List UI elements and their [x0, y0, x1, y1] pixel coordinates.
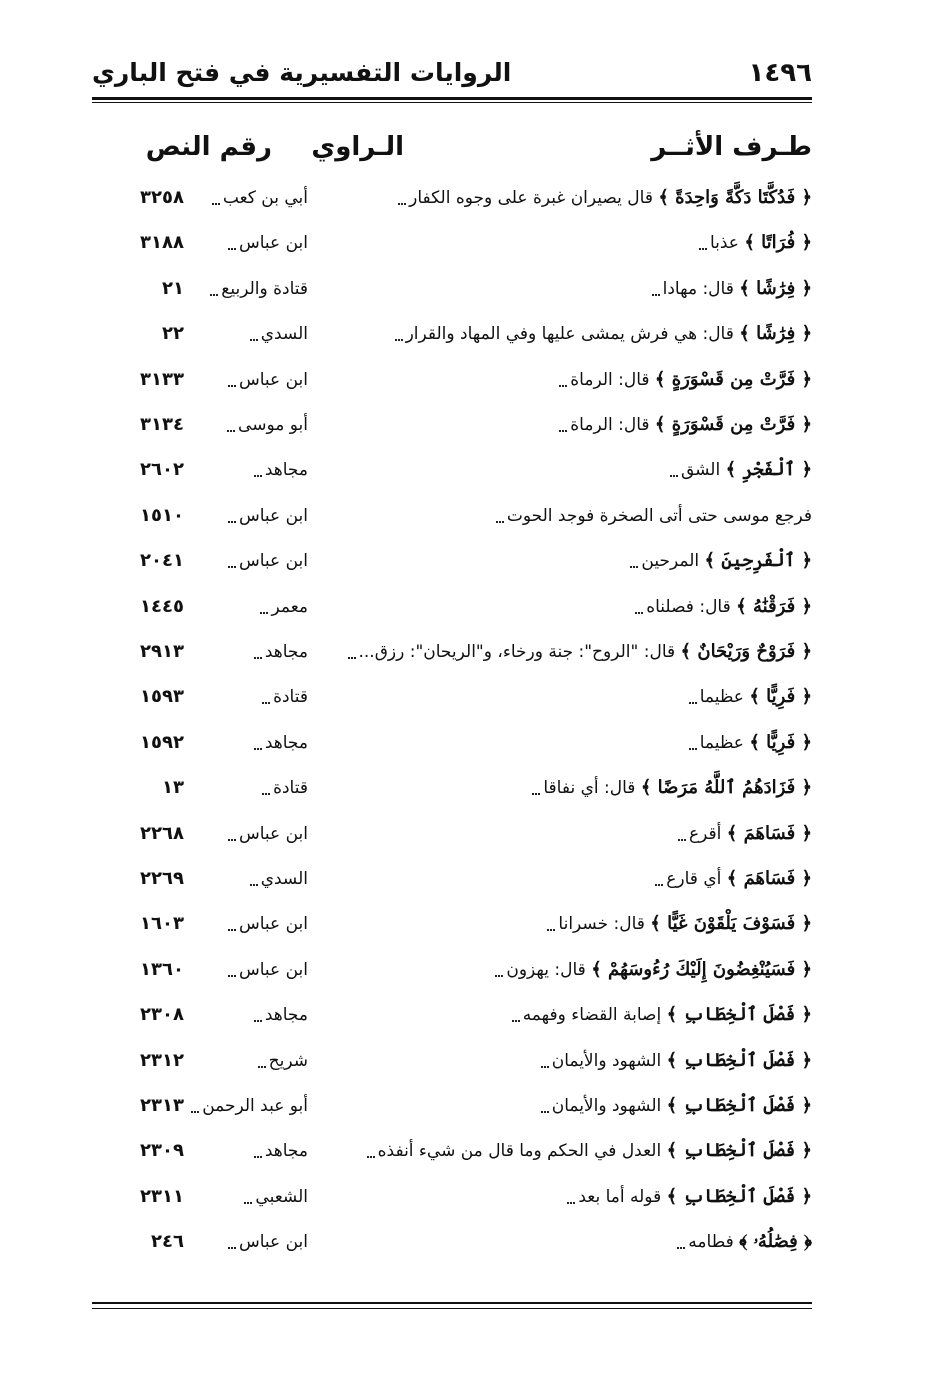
ayah-text: ﴿ فَرِيًّا ﴾: [749, 731, 812, 753]
rawi-cell: [188, 952, 308, 988]
ayah-text: ﴿ فَسَيُنْغِضُونَ إِلَيْكَ رُءُوسَهُمْ ﴾: [591, 958, 812, 980]
rawi-name: مجاهد: [264, 1005, 308, 1026]
rawi-cell: [188, 589, 308, 625]
text-number-cell: [92, 1179, 184, 1215]
leader-dots: [395, 339, 403, 341]
rawi-name: قتادة: [273, 687, 308, 708]
text-number-cell: [92, 316, 184, 352]
leader-dots: [228, 1247, 236, 1249]
text-number: ٢٤٦: [151, 1231, 184, 1253]
text-number-cell: [92, 452, 184, 488]
text-number-cell: [92, 498, 184, 534]
rawi-name: مجاهد: [264, 642, 308, 662]
text-number: ٢٢٦٨: [140, 822, 184, 844]
table-row: [92, 452, 812, 488]
text-number-cell: [92, 1088, 184, 1124]
text-number: ٣١٨٨: [140, 232, 184, 254]
athar-text: قال: "الروح": جنة ورخاء، و"الريحان": رزق...: [358, 642, 676, 662]
athar-text: المرحين: [641, 551, 700, 572]
athar-cell: [312, 1043, 812, 1079]
rawi-name: مجاهد: [264, 1141, 308, 1162]
text-number-cell: [92, 952, 184, 988]
athar-cell: [312, 906, 812, 942]
rawi-cell: [188, 498, 308, 534]
table-row: [92, 1088, 812, 1124]
leader-dots: [630, 566, 638, 568]
ayah-text: ﴿ فَصْلَ ٱلْخِطَابِ ﴾: [666, 1185, 812, 1207]
table-row: [92, 1133, 812, 1169]
leader-dots: [258, 1066, 266, 1068]
leader-dots: [655, 884, 663, 886]
text-number-cell: [92, 362, 184, 398]
athar-text: قال: فصلناه: [646, 596, 731, 617]
rawi-cell: [188, 906, 308, 942]
column-header-athar: طـرف الأثــر: [651, 132, 812, 162]
athar-text: عذبا: [709, 233, 739, 254]
table-row: [92, 316, 812, 352]
leader-dots: [228, 929, 236, 931]
leader-dots: [496, 521, 504, 523]
leader-dots: [652, 294, 660, 296]
athar-cell: [312, 816, 812, 852]
rawi-name: شريح: [268, 1050, 308, 1071]
leader-dots: [678, 839, 686, 841]
rawi-cell: [188, 362, 308, 398]
leader-dots: [541, 1066, 549, 1068]
ayah-text: ﴿ فِرَٰشًا ﴾: [739, 277, 812, 299]
leader-dots: [547, 929, 555, 931]
rawi-cell: [188, 271, 308, 307]
page-number: ١٤٩٦: [748, 58, 812, 88]
rawi-name: أبو موسى: [238, 415, 308, 435]
leader-dots: [495, 975, 503, 977]
table-row: [92, 589, 812, 625]
text-number: ٢٦٠٢: [140, 459, 184, 481]
table-row: [92, 271, 812, 307]
text-number-cell: [92, 271, 184, 307]
table-row: [92, 952, 812, 988]
leader-dots: [541, 1111, 549, 1113]
leader-dots: [689, 748, 697, 750]
ayah-text: ﴿ فَسَاهَمَ ﴾: [726, 868, 812, 889]
leader-dots: [559, 385, 567, 387]
leader-dots: [228, 248, 236, 250]
table-row: [92, 180, 812, 216]
athar-cell: [312, 452, 812, 488]
ayah-text: ﴿ فَزَادَهُمُ ٱللَّهُ مَرَضًا ﴾: [640, 777, 812, 799]
athar-cell: [312, 271, 812, 307]
table-row: [92, 770, 812, 806]
rawi-cell: [188, 180, 308, 216]
rawi-cell: [188, 1088, 308, 1124]
athar-text: قال: خسرانا: [558, 914, 645, 935]
text-number-cell: [92, 906, 184, 942]
ayah-text: ﴿ فَدُكَّتَا دَكَّةً وَاحِدَةً ﴾: [658, 187, 812, 208]
text-number: ١٥١٠: [140, 504, 184, 526]
rawi-name: مجاهد: [264, 460, 308, 481]
rawi-cell: [188, 407, 308, 443]
column-header-rawi: الـراوي: [311, 132, 404, 162]
leader-dots: [254, 1156, 262, 1158]
leader-dots: [250, 884, 258, 886]
athar-text: قال: أي نفاقا: [543, 778, 636, 799]
rawi-cell: [188, 861, 308, 897]
ayah-text: ﴿ فَصْلَ ٱلْخِطَابِ ﴾: [666, 1095, 812, 1116]
rawi-name: قتادة: [273, 778, 308, 799]
ayah-text: ﴿ فَصْلَ ٱلْخِطَابِ ﴾: [666, 1140, 812, 1162]
athar-cell: [312, 861, 812, 897]
ayah-text: ﴿ فَرَّتْ مِن قَسْوَرَةٍ ﴾: [654, 414, 812, 435]
rawi-cell: [188, 725, 308, 761]
text-number: ١٥٩٣: [140, 686, 184, 708]
text-number: ٢٣١١: [140, 1185, 184, 1207]
leader-dots: [250, 339, 258, 341]
text-number: ١٣: [162, 777, 184, 799]
ayah-text: ﴿ فَرِيًّا ﴾: [749, 686, 812, 708]
athar-text: فرجع موسى حتى أتى الصخرة فوجد الحوت: [506, 505, 812, 526]
header-rule-thin: [92, 102, 812, 103]
leader-dots: [398, 203, 406, 205]
rawi-name: معمر: [271, 596, 308, 617]
ayah-text: ﴿ فَرَوْحٌ وَرَيْحَانٌ ﴾: [680, 641, 812, 662]
leader-dots: [244, 1202, 252, 1204]
rawi-name: السدي: [260, 869, 308, 889]
rawi-cell: [188, 316, 308, 352]
text-number: ٢٣١٢: [140, 1049, 184, 1071]
athar-cell: [312, 997, 812, 1033]
text-number-cell: [92, 861, 184, 897]
athar-text: قال: الرماة: [570, 415, 650, 435]
athar-cell: [312, 407, 812, 443]
leader-dots: [228, 839, 236, 841]
athar-text: قال: الرماة: [570, 369, 650, 390]
ayah-text: ﴿ ٱلْفَجْرِ ﴾: [725, 459, 812, 481]
ayah-text: ﴿ فُرَاتًا ﴾: [744, 232, 812, 254]
rawi-name: ابن عباس: [238, 369, 308, 390]
footer-rule-thin: [92, 1308, 812, 1309]
athar-text: فطامه: [688, 1232, 734, 1253]
table-row: [92, 816, 812, 852]
athar-cell: [312, 498, 812, 534]
leader-dots: [559, 430, 567, 432]
athar-cell: [312, 362, 812, 398]
athar-text: قال: مهادا: [662, 278, 734, 299]
text-number-cell: [92, 997, 184, 1033]
text-number-cell: [92, 407, 184, 443]
ayah-text: ﴿ فِصَٰلُهُۥ ﴾: [739, 1231, 812, 1253]
athar-cell: [312, 1224, 812, 1260]
rawi-name: الشعبي: [255, 1186, 308, 1207]
leader-dots: [254, 475, 262, 477]
leader-dots: [567, 1202, 575, 1204]
table-row: [92, 725, 812, 761]
rawi-cell: [188, 997, 308, 1033]
leader-dots: [254, 748, 262, 750]
ayah-text: ﴿ فِرَٰشًا ﴾: [739, 323, 812, 345]
text-number: ٣٢٥٨: [140, 187, 184, 208]
rawi-cell: [188, 1224, 308, 1260]
text-number: ٢٣١٣: [140, 1095, 184, 1116]
leader-dots: [212, 203, 220, 205]
leader-dots: [677, 1247, 685, 1249]
column-headers: [92, 132, 812, 172]
athar-text: الشق: [680, 460, 721, 481]
rawi-name: أبو عبد الرحمن: [202, 1096, 308, 1116]
athar-text: أقرع: [688, 823, 722, 844]
athar-text: قوله أما بعد: [578, 1186, 662, 1207]
rawi-name: السدي: [260, 324, 308, 345]
athar-cell: [312, 770, 812, 806]
table-row: [92, 1224, 812, 1260]
athar-cell: [312, 1133, 812, 1169]
athar-text: الشهود والأيمان: [551, 1096, 662, 1116]
rawi-cell: [188, 816, 308, 852]
leader-dots: [635, 612, 643, 614]
text-number: ٣١٣٤: [140, 414, 184, 435]
athar-text: قال يصيران غبرة على وجوه الكفار: [409, 188, 653, 208]
leader-dots: [670, 475, 678, 477]
table-row: [92, 543, 812, 579]
athar-cell: [312, 180, 812, 216]
rawi-name: ابن عباس: [238, 914, 308, 935]
leader-dots: [262, 702, 270, 704]
rawi-name: ابن عباس: [238, 505, 308, 526]
table-row: [92, 906, 812, 942]
text-number-cell: [92, 679, 184, 715]
table-row: [92, 362, 812, 398]
rawi-cell: [188, 634, 308, 670]
ayah-text: ﴿ ٱلْفَرِحِينَ ﴾: [704, 550, 812, 572]
athar-cell: [312, 952, 812, 988]
ayah-text: ﴿ فَرَقْنَٰهُ ﴾: [736, 595, 812, 617]
leader-dots: [228, 521, 236, 523]
leader-dots: [512, 1020, 520, 1022]
athar-cell: [312, 225, 812, 261]
athar-text: الشهود والأيمان: [551, 1050, 662, 1071]
rawi-name: ابن عباس: [238, 823, 308, 844]
text-number: ٢٣٠٨: [140, 1004, 184, 1026]
leader-dots: [191, 1111, 199, 1113]
table-row: [92, 997, 812, 1033]
running-header: [92, 56, 812, 96]
rawi-cell: [188, 225, 308, 261]
table-row: [92, 1179, 812, 1215]
leader-dots: [254, 1020, 262, 1022]
footer-rule: [92, 1302, 812, 1304]
rawi-cell: [188, 1043, 308, 1079]
leader-dots: [367, 1156, 375, 1158]
text-number: ١٥٩٢: [140, 731, 184, 753]
leader-dots: [262, 793, 270, 795]
rawi-cell: [188, 770, 308, 806]
rawi-cell: [188, 543, 308, 579]
athar-cell: [312, 725, 812, 761]
text-number: ١٣٦٠: [140, 958, 184, 980]
text-number-cell: [92, 725, 184, 761]
rawi-cell: [188, 452, 308, 488]
ayah-text: ﴿ فَصْلَ ٱلْخِطَابِ ﴾: [666, 1004, 812, 1026]
leader-dots: [228, 975, 236, 977]
leader-dots: [348, 657, 356, 659]
table-row: [92, 679, 812, 715]
rawi-name: ابن عباس: [238, 551, 308, 572]
leader-dots: [699, 248, 707, 250]
leader-dots: [254, 657, 262, 659]
rawi-name: مجاهد: [264, 732, 308, 753]
rawi-name: قتادة والربيع: [221, 278, 308, 299]
athar-cell: [312, 1179, 812, 1215]
leader-dots: [260, 612, 268, 614]
athar-cell: [312, 679, 812, 715]
text-number: ٢٢: [162, 323, 184, 345]
leader-dots: [210, 294, 218, 296]
table-row: [92, 1043, 812, 1079]
ayah-text: ﴿ فَصْلَ ٱلْخِطَابِ ﴾: [666, 1049, 812, 1071]
table-row: [92, 861, 812, 897]
text-number: ١٤٤٥: [140, 595, 184, 617]
rawi-cell: [188, 679, 308, 715]
text-number: ٢٣٠٩: [140, 1140, 184, 1162]
athar-text: عظيما: [699, 687, 744, 708]
leader-dots: [228, 385, 236, 387]
rawi-name: ابن عباس: [238, 1232, 308, 1253]
athar-text: عظيما: [699, 732, 744, 753]
header-rule: [92, 97, 812, 100]
text-number: ٢١: [162, 277, 184, 299]
ayah-text: ﴿ فَرَّتْ مِن قَسْوَرَةٍ ﴾: [654, 368, 812, 390]
athar-cell: [312, 1088, 812, 1124]
text-number-cell: [92, 180, 184, 216]
rawi-name: ابن عباس: [238, 959, 308, 980]
text-number: ١٦٠٣: [140, 913, 184, 935]
text-number-cell: [92, 225, 184, 261]
athar-cell: [312, 634, 812, 670]
athar-cell: [312, 543, 812, 579]
athar-text: أي قارع: [666, 869, 722, 889]
athar-text: إصابة القضاء وفهمه: [522, 1005, 662, 1026]
column-header-raqm: رقم النص: [145, 132, 272, 162]
athar-cell: [312, 316, 812, 352]
rawi-cell: [188, 1133, 308, 1169]
table-row: [92, 634, 812, 670]
text-number-cell: [92, 634, 184, 670]
leader-dots: [532, 793, 540, 795]
text-number: ٢٢٦٩: [140, 868, 184, 889]
text-number-cell: [92, 816, 184, 852]
text-number: ٢٩١٣: [140, 641, 184, 662]
text-number-cell: [92, 543, 184, 579]
text-number-cell: [92, 1224, 184, 1260]
rawi-name: أبي بن كعب: [222, 188, 308, 208]
table-row: [92, 498, 812, 534]
text-number-cell: [92, 1133, 184, 1169]
athar-text: قال: هي فرش يمشى عليها وفي المهاد والقرار: [405, 324, 734, 345]
book-title: الروايات التفسيرية في فتح الباري: [92, 58, 512, 87]
text-number-cell: [92, 1043, 184, 1079]
text-number: ٢٠٤١: [140, 550, 184, 572]
leader-dots: [228, 566, 236, 568]
leader-dots: [227, 430, 235, 432]
athar-text: قال: يهزون: [506, 959, 586, 980]
ayah-text: ﴿ فَسَوْفَ يَلْقَوْنَ غَيًّا ﴾: [650, 913, 812, 935]
rawi-cell: [188, 1179, 308, 1215]
athar-text: العدل في الحكم وما قال من شيء أنفذه: [377, 1141, 662, 1162]
athar-cell: [312, 589, 812, 625]
rawi-name: ابن عباس: [238, 233, 308, 254]
ayah-text: ﴿ فَسَاهَمَ ﴾: [726, 822, 812, 844]
table-row: [92, 407, 812, 443]
table-row: [92, 225, 812, 261]
text-number: ٣١٣٣: [140, 368, 184, 390]
leader-dots: [689, 702, 697, 704]
text-number-cell: [92, 770, 184, 806]
text-number-cell: [92, 589, 184, 625]
